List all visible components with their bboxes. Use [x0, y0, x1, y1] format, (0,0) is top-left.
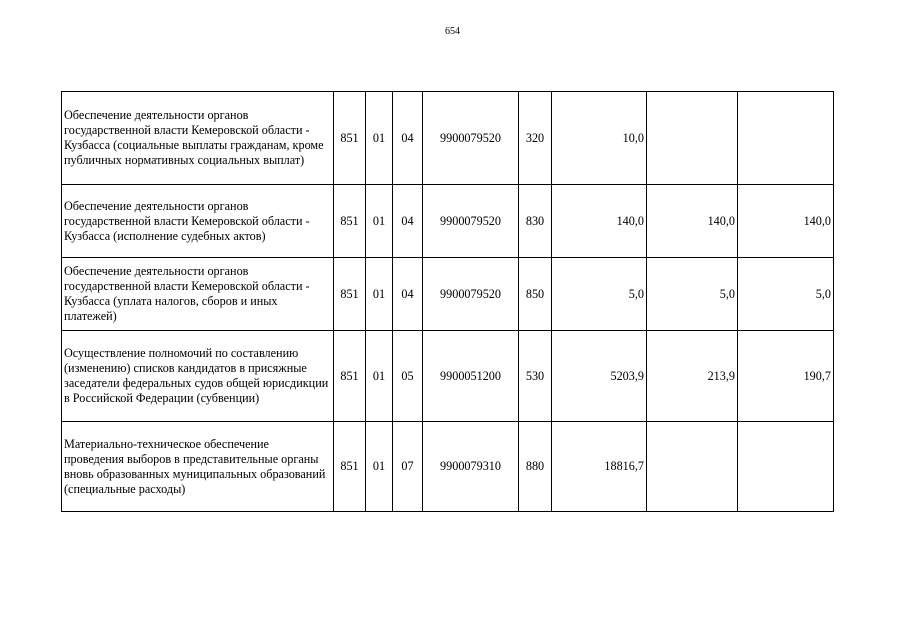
- expense-type-code: 830: [519, 185, 552, 258]
- expense-type-code: 320: [519, 92, 552, 185]
- table-row: [62, 422, 834, 512]
- row-description: Осуществление полномочий по составлению (изменению) списков кандидатов в присяжные заседатели федеральных судов общей юрисдикции в Российской Федерации (субвенции): [62, 331, 334, 422]
- target-article-code: 9900079520: [423, 185, 519, 258]
- row-description: Материально-техническое обеспечение проведения выборов в представительные органы вновь образованных муниципальных образований (специальные расходы): [62, 422, 334, 512]
- amount-3: [738, 92, 834, 185]
- section-code: 01: [366, 92, 393, 185]
- amount-3: 5,0: [738, 258, 834, 331]
- amount-1: 140,0: [552, 185, 647, 258]
- subsection-code: 04: [393, 185, 423, 258]
- ministry-code: 851: [334, 331, 366, 422]
- target-article-code: 9900079520: [423, 258, 519, 331]
- amount-1: 18816,7: [552, 422, 647, 512]
- amount-2: [647, 422, 738, 512]
- expense-type-code: 880: [519, 422, 552, 512]
- amount-3: [738, 422, 834, 512]
- ministry-code: 851: [334, 422, 366, 512]
- amount-1: 5203,9: [552, 331, 647, 422]
- subsection-code: 04: [393, 92, 423, 185]
- table-row: [62, 331, 834, 422]
- amount-1: 10,0: [552, 92, 647, 185]
- amount-1: 5,0: [552, 258, 647, 331]
- subsection-code: 05: [393, 331, 423, 422]
- subsection-code: 04: [393, 258, 423, 331]
- expense-type-code: 850: [519, 258, 552, 331]
- subsection-code: 07: [393, 422, 423, 512]
- section-code: 01: [366, 331, 393, 422]
- table-row: [62, 92, 834, 185]
- target-article-code: 9900079310: [423, 422, 519, 512]
- ministry-code: 851: [334, 185, 366, 258]
- row-description: Обеспечение деятельности органов государственной власти Кемеровской области - Кузбасса (уплата налогов, сборов и иных платежей): [62, 258, 334, 331]
- ministry-code: 851: [334, 258, 366, 331]
- amount-3: 190,7: [738, 331, 834, 422]
- amount-2: [647, 92, 738, 185]
- ministry-code: 851: [334, 92, 366, 185]
- table-row: [62, 258, 834, 331]
- amount-3: 140,0: [738, 185, 834, 258]
- amount-2: 5,0: [647, 258, 738, 331]
- section-code: 01: [366, 258, 393, 331]
- target-article-code: 9900079520: [423, 92, 519, 185]
- section-code: 01: [366, 422, 393, 512]
- row-description: Обеспечение деятельности органов государственной власти Кемеровской области - Кузбасса (социальные выплаты гражданам, кроме публичных нормативных социальных выплат): [62, 92, 334, 185]
- budget-table: [61, 91, 834, 512]
- expense-type-code: 530: [519, 331, 552, 422]
- target-article-code: 9900051200: [423, 331, 519, 422]
- row-description: Обеспечение деятельности органов государственной власти Кемеровской области - Кузбасса (исполнение судебных актов): [62, 185, 334, 258]
- amount-2: 140,0: [647, 185, 738, 258]
- page-number: 654: [445, 26, 460, 37]
- amount-2: 213,9: [647, 331, 738, 422]
- section-code: 01: [366, 185, 393, 258]
- table-row: [62, 185, 834, 258]
